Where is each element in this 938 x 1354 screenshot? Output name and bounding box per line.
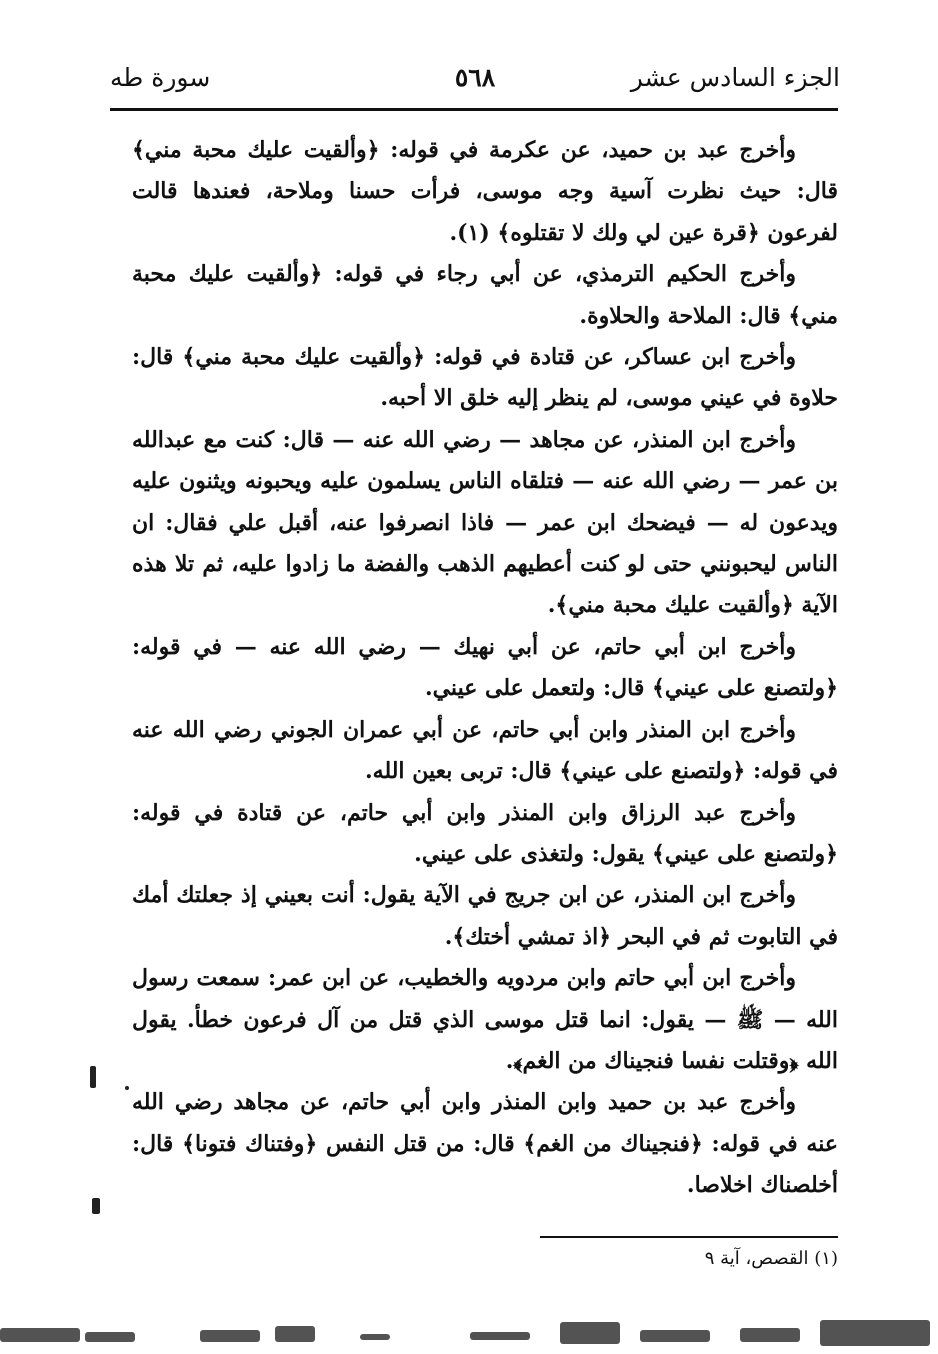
paragraph: وأخرج ابن أبي حاتم، عن أبي نهيك — رضي الله عنه — في قوله: ﴿ولتصنع على عيني﴾ قال: ولتعمل على عيني. <box>132 633 838 702</box>
part-title: الجزء السادس عشر <box>630 63 840 92</box>
paragraph: وأخرج ابن المنذر، عن ابن جريج في الآية يقول: أنت بعيني إذ جعلتك أمك في التابوت ثم في البحر ﴿اذ تمشي أختك﴾. <box>132 882 838 950</box>
paragraph: وأخرج الحكيم الترمذي، عن أبي رجاء في قوله: ﴿وألقيت عليك محبة مني﴾ قال: الملاحة والحلاوة. <box>132 261 838 329</box>
margin-speck <box>92 1198 100 1214</box>
page-number: ٥٦٨ <box>454 63 496 92</box>
paragraph: وأخرج عبد الرزاق وابن المنذر وابن أبي حاتم، عن قتادة في قوله: ﴿ولتصنع على عيني﴾ يقول: ولتغذى على عيني. <box>132 799 838 867</box>
paragraph: وأخرج ابن المنذر وابن أبي حاتم، عن أبي عمران الجوني رضي الله عنه في قوله: ﴿ولتصنع على عيني﴾ قال: تربى بعين الله. <box>132 716 838 785</box>
paragraph: وأخرج ابن أبي حاتم وابن مردويه والخطيب، عن ابن عمر: سمعت رسول الله — ﷺ — يقول: انما قتل موسى الذي قتل من آل فرعون خطأ. يقول الله ﴿وقتلت نفسا فنجيناك من الغم﴾. <box>132 965 838 1074</box>
header-rule <box>110 108 838 111</box>
surah-title: سورة طه <box>110 63 211 92</box>
main-text <box>132 130 838 1207</box>
paragraph: وأخرج عبد بن حميد وابن المنذر وابن أبي حاتم، عن مجاهد رضي الله عنه في قوله: ﴿فنجيناك من الغم﴾ قال: من قتل النفس ﴿وفتناك فتونا﴾ قال: أخلصناك اخلاصا. <box>132 1089 838 1199</box>
footnote: (١) القصص، آية ٩ <box>704 1248 838 1269</box>
page-header <box>110 58 840 98</box>
paragraph: وأخرج عبد بن حميد، عن عكرمة في قوله: ﴿وألقيت عليك محبة مني﴾ قال: حيث نظرت آسية وجه موسى، فرأت حسنا وملاحة، فعندها قالت لفرعون ﴿قرة عين لي ولك لا تقتلوه﴾ (١). <box>132 137 838 246</box>
margin-speck <box>125 1086 129 1090</box>
scan-edge-artifacts <box>0 1318 938 1354</box>
margin-speck <box>90 1066 96 1088</box>
paragraph: وأخرج ابن عساكر، عن قتادة في قوله: ﴿وألقيت عليك محبة مني﴾ قال: حلاوة في عيني موسى، لم ينظر إليه خلق الا أحبه. <box>132 344 838 412</box>
footnote-rule <box>540 1236 838 1238</box>
paragraph: وأخرج ابن المنذر، عن مجاهد — رضي الله عنه — قال: كنت مع عبدالله بن عمر — رضي الله عنه — فتلقاه الناس يسلمون عليه ويحبونه ويثنون عليه ويدعون له — فيضحك ابن عمر — فاذا انصرفوا عنه، أقبل علي فقال: ان الناس ليحبونني حتى لو كنت أعطيهم الذهب والفضة ما زادوا عليه، ثم تلا هذه الآية ﴿وألقيت عليك محبة مني﴾. <box>132 426 838 619</box>
